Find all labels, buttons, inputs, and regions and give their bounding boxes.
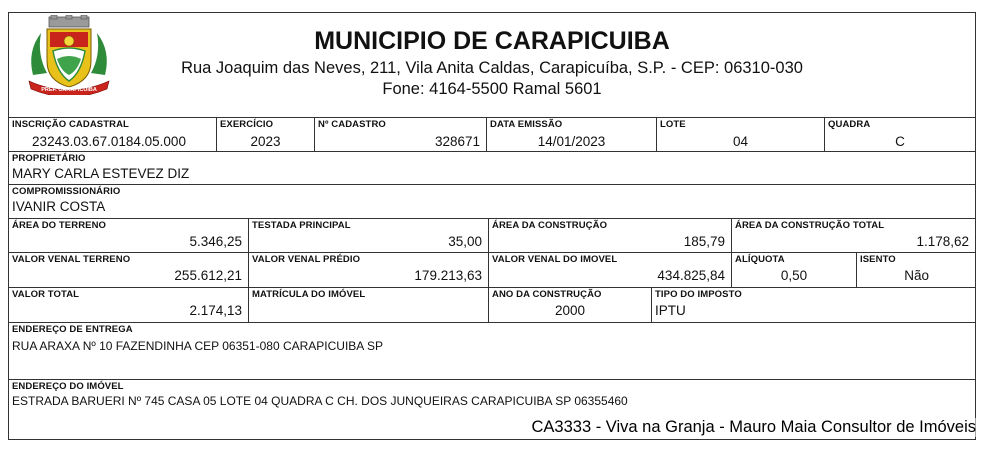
row-valores-venais xyxy=(9,252,975,287)
field-quadra: QUADRA C xyxy=(828,119,905,149)
row-endereco-entrega xyxy=(9,322,975,379)
field-aliquota: ALÍQUOTA 0,50 xyxy=(732,253,857,287)
field-testada-principal: TESTADA PRINCIPAL 35,00 xyxy=(249,219,489,252)
row-compromissario xyxy=(9,184,975,218)
row-cadastral xyxy=(9,117,975,151)
municipality-phone: Fone: 4164-5500 Ramal 5601 xyxy=(382,80,602,98)
row-valor-total xyxy=(9,287,975,322)
svg-text:PREF. CARAPICUIBA: PREF. CARAPICUIBA xyxy=(41,87,97,93)
tax-document-frame xyxy=(8,12,976,440)
field-ano-construcao: ANO DA CONSTRUÇÃO 2000 xyxy=(489,288,652,322)
field-valor-venal-predio: VALOR VENAL PRÉDIO 179.213,63 xyxy=(249,253,489,287)
field-valor-venal-imovel: VALOR VENAL DO IMOVEL 434.825,84 xyxy=(489,253,732,287)
field-compromissario: COMPROMISSIONÁRIO IVANIR COSTA xyxy=(12,186,121,214)
field-valor-total: VALOR TOTAL 2.174,13 xyxy=(9,288,249,322)
municipality-address: Rua Joaquim das Neves, 211, Vila Anita Caldas, Carapicuíba, S.P. - CEP: 06310-030 xyxy=(181,59,803,77)
field-tipo-imposto: TIPO DO IMPOSTO IPTU xyxy=(655,289,742,318)
field-inscricao-cadastral: INSCRIÇÃO CADASTRAL 23243.03.67.0184.05.000 xyxy=(9,118,217,151)
field-area-terreno: ÁREA DO TERRENO 5.346,25 xyxy=(9,219,249,252)
field-area-construcao-total: ÁREA DA CONSTRUÇÃO TOTAL 1.178,62 xyxy=(735,220,969,249)
field-lote: LOTE 04 xyxy=(657,118,825,151)
field-matricula-imovel: MATRÍCULA DO IMÓVEL xyxy=(249,288,489,322)
field-exercicio: EXERCÍCIO 2023 xyxy=(217,118,315,151)
field-data-emissao: DATA EMISSÃO 14/01/2023 xyxy=(487,118,657,151)
field-numero-cadastro: Nº CADASTRO 328671 xyxy=(315,118,487,151)
row-proprietario xyxy=(9,151,975,184)
document-header xyxy=(9,13,975,117)
field-isento: ISENTO Não xyxy=(860,254,929,283)
watermark-text: CA3333 - Viva na Granja - Mauro Maia Consultor de Imóveis xyxy=(531,418,976,436)
field-endereco-entrega: ENDEREÇO DE ENTREGA RUA ARAXA Nº 10 FAZENDINHA CEP 06351-080 CARAPICUIBA SP xyxy=(12,324,383,353)
field-endereco-imovel: ENDEREÇO DO IMÓVEL ESTRADA BARUERI Nº 745 CASA 05 LOTE 04 QUADRA C CH. DOS JUNQUEIRAS CARAPICUIBA SP 06355460 xyxy=(12,381,628,408)
field-area-construcao: ÁREA DA CONSTRUÇÃO 185,79 xyxy=(489,219,732,252)
field-valor-venal-terreno: VALOR VENAL TERRENO 255.612,21 xyxy=(9,253,249,287)
field-proprietario: PROPRIETÁRIO MARY CARLA ESTEVEZ DIZ xyxy=(12,153,190,181)
municipality-title: MUNICIPIO DE CARAPICUIBA xyxy=(314,27,670,55)
row-areas xyxy=(9,218,975,252)
